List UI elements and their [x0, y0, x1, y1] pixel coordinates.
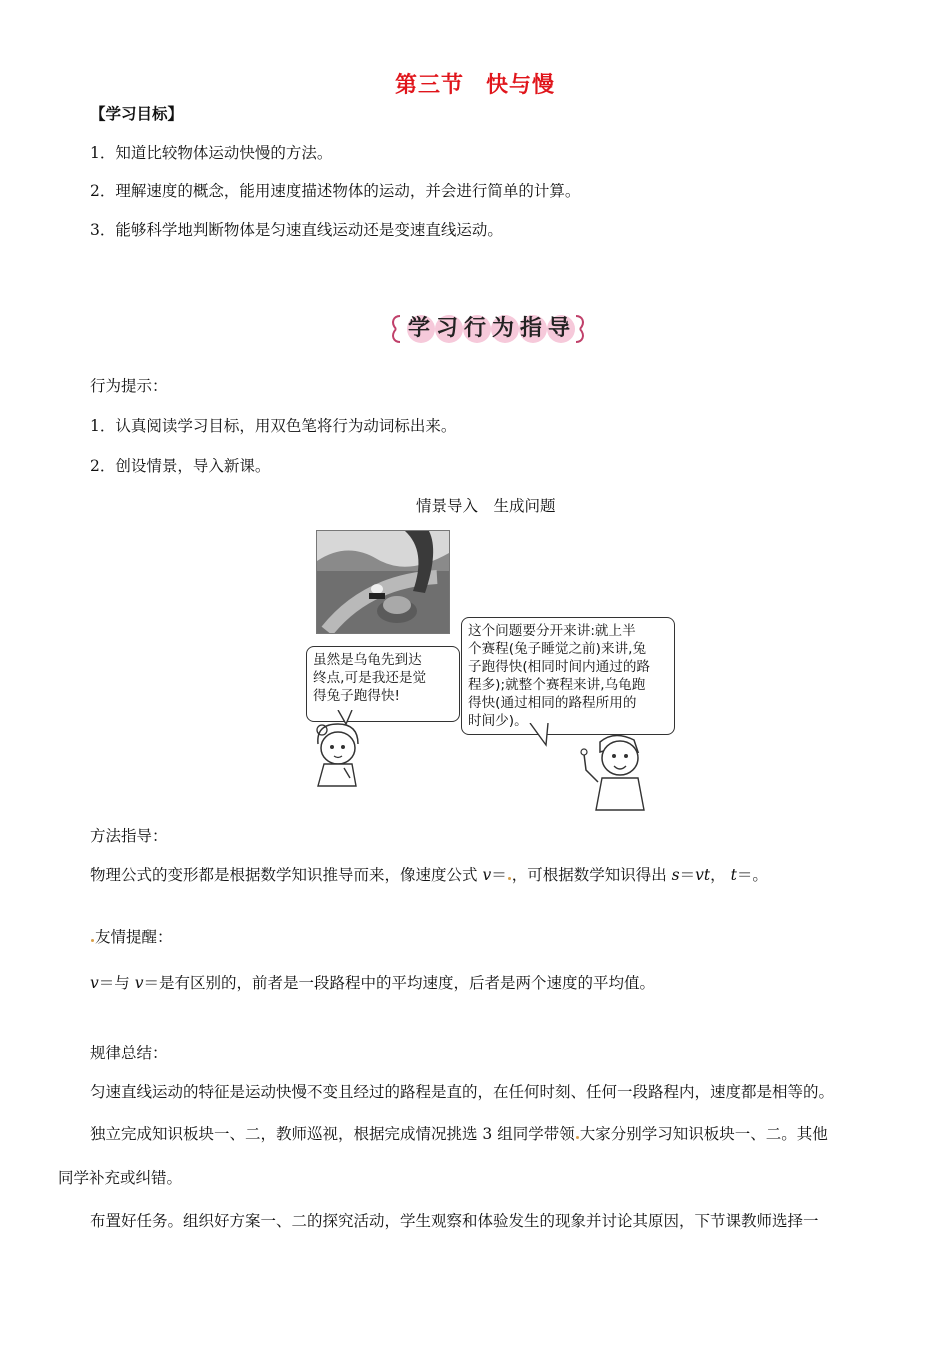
mark-dot-icon [91, 939, 94, 942]
summary-line-3: 同学补充或纠错。 [58, 1169, 183, 1187]
summary-line-1: 匀速直线运动的特征是运动快慢不变且经过的路程是直的，在任何时刻、任何一段路程内，速度都是相等的。 [90, 1083, 835, 1101]
behavior-item-2: 2．创设情景，导入新课。 [90, 457, 271, 475]
title-section: 第三节 [394, 72, 464, 98]
method-heading: 方法指导： [90, 827, 168, 845]
reminder-text-b: ＝是有区别的，前者是一段路程中的平均速度，后者是两个速度的平均值。 [143, 974, 655, 992]
bubble-right-line-5: 得快(通过相同的路程所用的 [468, 695, 637, 711]
method-eq-1: ＝ [491, 866, 507, 884]
bubble-left-line-3: 得兔子跑得快! [313, 688, 401, 704]
boy-speech-bubble [461, 617, 675, 735]
section-banner [388, 312, 588, 346]
bubble-right-line-2: 个赛程(兔子睡觉之前)来讲,兔 [468, 641, 647, 657]
boy-bubble-tail [528, 723, 552, 747]
mark-dot-icon [576, 1136, 579, 1139]
title-topic: 快与慢 [486, 72, 556, 98]
method-var-vt: vt [695, 866, 711, 884]
summary-line-4: 布置好任务。组织好方案一、二的探究活动，学生观察和体验发生的现象并讨论其原因，下节课教师选择一 [90, 1212, 819, 1230]
method-text-c: ， [710, 866, 731, 884]
method-text-b: ，可根据数学知识得出 [511, 866, 672, 884]
scene-caption: 情景导入 生成问题 [416, 497, 556, 515]
method-var-v: v [482, 866, 492, 884]
objectives-heading: 【学习目标】 [90, 104, 184, 123]
behavior-item-1: 1．认真阅读学习目标，用双色笔将行为动词标出来。 [90, 417, 457, 435]
bubble-right-line-4: 程多);就整个赛程来讲,乌龟跑 [468, 677, 646, 693]
reminder-var-v1: v [90, 974, 99, 992]
objective-item-1: 1．知道比较物体运动快慢的方法。 [90, 144, 333, 162]
reminder-var-v2: v [134, 974, 144, 992]
banner-text: 学习行为指导 [408, 316, 577, 341]
method-text [90, 865, 768, 885]
method-text-a: 物理公式的变形都是根据数学知识推导而来，像速度公式 [90, 866, 483, 884]
reminder-text [90, 973, 655, 993]
method-eq-3: ＝。 [736, 866, 768, 884]
summary-line-2 [90, 1124, 828, 1144]
method-eq-2: ＝ [679, 866, 696, 884]
reminder-heading [90, 927, 173, 947]
reminder-heading-text: 友情提醒： [95, 928, 173, 946]
bubble-left-line-1: 虽然是乌龟先到达 [313, 652, 422, 668]
bubble-right-line-6: 时间少)。 [468, 713, 528, 729]
method-var-t: t [730, 866, 737, 884]
summary-heading: 规律总结： [90, 1044, 168, 1062]
boy-cartoon-image [578, 730, 652, 812]
method-var-s: s [671, 866, 680, 884]
behavior-heading: 行为提示： [90, 377, 168, 395]
bubble-right-line-3: 子跑得快(相同时间内通过的路 [468, 659, 651, 675]
objective-item-2: 2．理解速度的概念，能用速度描述物体的运动，并会进行简单的计算。 [90, 182, 581, 200]
summary-line-2a: 独立完成知识板块一、二，教师巡视，根据完成情况挑选 3 组同学带领 [90, 1125, 575, 1143]
fraction-placeholder-icon [508, 877, 511, 880]
girl-cartoon-image [310, 720, 370, 788]
summary-line-2b: 大家分别学习知识板块一、二。其他 [579, 1125, 828, 1143]
bubble-left-line-2: 终点,可是我还是觉 [313, 670, 427, 686]
objective-item-3: 3．能够科学地判断物体是匀速直线运动还是变速直线运动。 [90, 221, 503, 239]
bubble-right-line-1: 这个问题要分开来讲:就上半 [468, 623, 636, 639]
tortoise-hare-scene-image [316, 530, 450, 634]
girl-speech-bubble [306, 646, 460, 722]
page-title [0, 68, 950, 99]
reminder-text-a: ＝与 [98, 974, 135, 992]
